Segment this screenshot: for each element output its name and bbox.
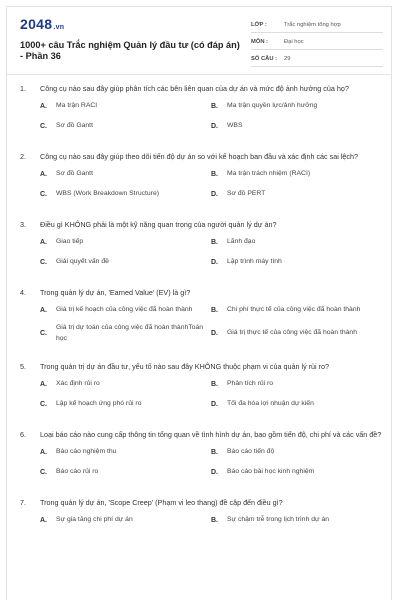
answer-option[interactable] (211, 187, 382, 202)
option-text: Ma trận quyền lực/ảnh hưởng (227, 102, 318, 110)
worksheet-page (6, 6, 392, 600)
option-text: Giá trị kế hoạch của công việc đã hoàn thành (56, 306, 193, 314)
answer-option[interactable] (211, 465, 382, 480)
answer-option[interactable] (211, 377, 382, 392)
answer-option[interactable] (40, 119, 211, 134)
question-text: Công cụ nào sau đây giúp phân tích các bên liên quan của dự án và mức độ ảnh hưởng của họ? (40, 84, 349, 93)
answer-option[interactable] (40, 99, 211, 114)
option-key: B. (211, 449, 218, 456)
answer-options (20, 445, 382, 485)
answer-option[interactable] (211, 119, 382, 134)
option-key: C. (40, 123, 47, 130)
question-number: 1. (20, 84, 26, 93)
option-text: Báo cáo tiến độ (227, 448, 275, 456)
option-text: Chi phí thực tế của công việc đã hoàn thành (227, 306, 361, 314)
option-text: Lãnh đạo (227, 238, 256, 246)
answer-option[interactable] (40, 445, 211, 460)
answer-option[interactable] (40, 303, 211, 318)
question-text: Loại báo cáo nào cung cấp thông tin tổng quan về tình hình dự án, bao gồm tiến độ, chi phí và các vấn đề? (40, 430, 382, 439)
question-header (20, 497, 382, 508)
header-divider (7, 74, 391, 75)
question-number: 2. (20, 152, 26, 161)
option-key: B. (211, 239, 218, 246)
question-number: 3. (20, 220, 26, 229)
option-text: Sơ đồ Gantt (56, 122, 93, 130)
question-number: 4. (20, 288, 26, 297)
meta-table (251, 17, 383, 67)
answer-option[interactable] (211, 513, 382, 528)
question-list (20, 83, 382, 545)
answer-options (20, 377, 382, 417)
option-key: B. (211, 103, 218, 110)
answer-option[interactable] (40, 235, 211, 250)
question-number: 5. (20, 362, 26, 371)
question-header (20, 83, 382, 94)
question-item (20, 497, 382, 533)
option-text: Sơ đồ PERT (227, 190, 266, 198)
option-key: D. (211, 469, 218, 476)
option-key: A. (40, 103, 47, 110)
logo-suffix: .vn (53, 24, 65, 31)
answer-option[interactable] (40, 513, 211, 528)
option-text: Lập kế hoạch ứng phó rủi ro (56, 400, 142, 408)
worksheet-header (7, 7, 391, 67)
option-text: Sơ đồ Gantt (56, 170, 93, 178)
option-text: Lập trình máy tính (227, 258, 282, 266)
answer-option[interactable] (211, 397, 382, 412)
answer-option[interactable] (40, 167, 211, 182)
option-key: C. (40, 259, 47, 266)
meta-row-class (251, 17, 383, 33)
option-text: Báo cáo rủi ro (56, 468, 99, 476)
option-key: D. (211, 330, 218, 337)
option-key: B. (211, 517, 218, 524)
option-key: D. (211, 123, 218, 130)
option-text: Giao tiếp (56, 238, 84, 246)
answer-option[interactable] (40, 377, 211, 392)
option-text: Ma trận RACI (56, 102, 98, 110)
answer-options (20, 303, 382, 349)
question-header (20, 219, 382, 230)
question-header (20, 151, 382, 162)
option-key: A. (40, 517, 47, 524)
meta-label: SỐ CÂU : (251, 55, 278, 62)
answer-option[interactable] (40, 323, 211, 344)
option-text: Phân tích rủi ro (227, 380, 274, 388)
page-title: 1000+ câu Trắc nghiệm Quản lý đầu tư (có đáp án) - Phần 36 (20, 40, 240, 61)
option-text: Giá trị thực tế của công việc đã hoàn thành (227, 329, 357, 337)
option-text: WBS (227, 122, 243, 130)
site-logo[interactable]: 2048.vn (20, 16, 65, 32)
option-key: C. (40, 469, 47, 476)
answer-option[interactable] (40, 465, 211, 480)
question-text: Trong quản lý dự án, 'Earned Value' (EV) là gì? (40, 288, 191, 297)
answer-option[interactable] (211, 445, 382, 460)
answer-option[interactable] (211, 255, 382, 270)
question-header (20, 429, 382, 440)
option-key: B. (211, 307, 218, 314)
option-text: Giải quyết vấn đề (56, 258, 109, 266)
option-key: C. (40, 401, 47, 408)
meta-label: MÔN : (251, 38, 269, 45)
option-key: D. (211, 401, 218, 408)
question-number: 7. (20, 498, 26, 507)
option-key: B. (211, 381, 218, 388)
option-text: Ma trận trách nhiệm (RACI) (227, 170, 311, 178)
option-key: B. (211, 171, 218, 178)
answer-option[interactable] (211, 323, 382, 344)
answer-options (20, 167, 382, 207)
option-key: A. (40, 381, 47, 388)
answer-option[interactable] (211, 235, 382, 250)
answer-option[interactable] (211, 167, 382, 182)
option-key: A. (40, 307, 47, 314)
option-text: Giá trị dự toán của công việc đã hoàn thànhToán học (56, 324, 204, 342)
question-text: Điều gì KHÔNG phải là một kỹ năng quan trọng của người quản lý dự án? (40, 220, 277, 229)
question-number: 6. (20, 430, 26, 439)
option-text: WBS (Work Breakdown Structure) (56, 190, 159, 198)
meta-label: LỚP : (251, 21, 267, 28)
option-key: D. (211, 259, 218, 266)
question-header (20, 287, 382, 298)
answer-option[interactable] (40, 255, 211, 270)
meta-value: Trắc nghiệm tổng hợp (284, 21, 341, 28)
answer-options (20, 235, 382, 275)
option-key: D. (211, 191, 218, 198)
option-key: A. (40, 449, 47, 456)
option-text: Sự gia tăng chi phí dự án (56, 516, 133, 524)
answer-option[interactable] (211, 303, 382, 318)
answer-option[interactable] (40, 397, 211, 412)
question-text: Công cụ nào sau đây giúp theo dõi tiến độ dự án so với kế hoạch ban đầu và xác định các sai lệch? (40, 152, 359, 161)
option-text: Báo cáo nghiệm thu (56, 448, 117, 456)
question-header (20, 361, 382, 372)
answer-option[interactable] (211, 99, 382, 114)
question-item (20, 219, 382, 275)
option-key: C. (40, 330, 47, 337)
question-item (20, 429, 382, 485)
option-key: A. (40, 171, 47, 178)
meta-row-count (251, 51, 383, 67)
meta-value: Đại học (284, 38, 304, 45)
question-text: Trong quản lý dự án, 'Scope Creep' (Phạm vi leo thang) đề cập đến điều gì? (40, 498, 283, 507)
option-key: C. (40, 191, 47, 198)
question-text: Trong quản trị dự án đầu tư, yếu tố nào sau đây KHÔNG thuộc phạm vi của quản lý rủi ro? (40, 362, 330, 371)
question-item (20, 361, 382, 417)
meta-value: 29 (284, 55, 291, 62)
answer-options (20, 99, 382, 139)
question-item (20, 287, 382, 349)
meta-row-subject (251, 34, 383, 50)
option-text: Báo cáo bài học kinh nghiệm (227, 468, 315, 476)
option-text: Tối đa hóa lợi nhuận dự kiến (227, 400, 314, 408)
option-key: A. (40, 239, 47, 246)
question-item (20, 151, 382, 207)
option-text: Sự chậm trễ trong lịch trình dự án (227, 516, 330, 524)
option-text: Xác định rủi ro (56, 380, 100, 388)
answer-option[interactable] (40, 187, 211, 202)
answer-options (20, 513, 382, 533)
question-item (20, 83, 382, 139)
